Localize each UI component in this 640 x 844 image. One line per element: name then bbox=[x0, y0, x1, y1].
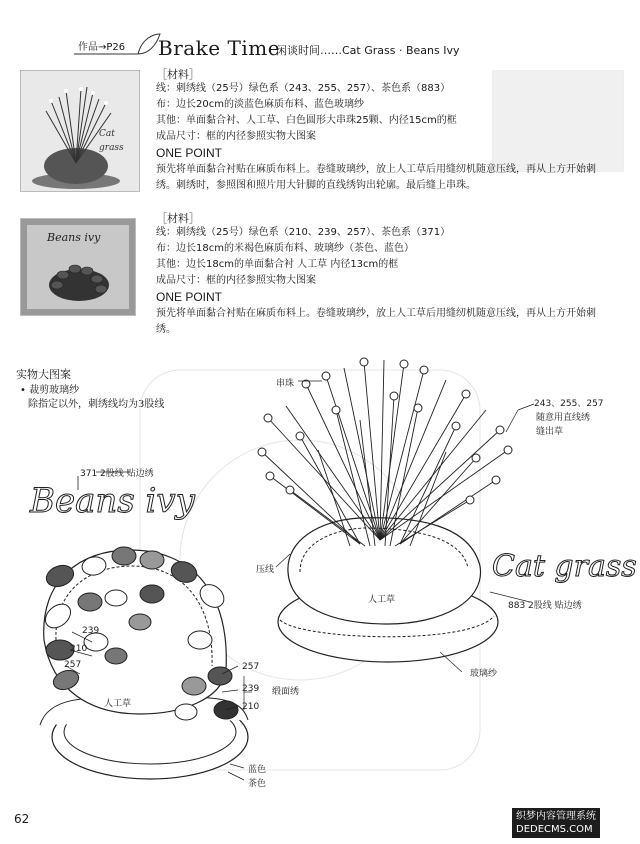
beads bbox=[258, 358, 512, 504]
label-blue: 蓝色 bbox=[248, 765, 267, 775]
beans-ivy-photo bbox=[20, 218, 136, 316]
label-239-left: 239 bbox=[82, 626, 100, 636]
page-subtitle: 闲谈时间……Cat Grass · Beans Ivy bbox=[276, 44, 460, 57]
label-fake-grass-cat: 人工草 bbox=[368, 595, 396, 605]
materials-line-2-4: 成品尺寸：框的内径参照实物大图案 bbox=[156, 275, 316, 286]
label-glass-gauze: 玻璃纱 bbox=[470, 669, 498, 679]
label-grass-sew: 缝出草 bbox=[536, 427, 564, 437]
watermark bbox=[512, 808, 600, 838]
label-grass-threads: 243、255、257 bbox=[534, 399, 604, 409]
materials-line-1-1: 线：刺绣线（25号）绿色系（243、255、257）、茶色系（883） bbox=[156, 83, 451, 94]
materials-line-1-4: 成品尺寸：框的内径参照实物大图案 bbox=[156, 131, 316, 142]
materials-heading-1: ［材料］ bbox=[156, 68, 200, 81]
page-reference: 作品→P26 bbox=[78, 42, 126, 53]
label-satin-stitch: 缎面绣 bbox=[272, 687, 300, 697]
one-point-heading-1: ONE POINT bbox=[156, 146, 223, 160]
cat-grass-script: Cat grass bbox=[492, 549, 637, 584]
one-point-heading-2: ONE POINT bbox=[156, 290, 223, 304]
one-point-line-2-2: 绣。 bbox=[156, 324, 176, 335]
cat-grass-pot bbox=[278, 518, 498, 662]
page-number: 62 bbox=[14, 812, 30, 826]
pattern-heading: 实物大图案 bbox=[16, 368, 71, 381]
one-point-line-1-1: 预先将单面黏合衬贴在麻质布料上。卷缝玻璃纱，放上人工草后用缝纫机随意压线，再从上方开始刺 bbox=[156, 164, 596, 175]
label-210-right: 210 bbox=[242, 702, 260, 712]
materials-line-2-1: 线：刺绣线（25号）绿色系（210、239、257）、茶色系（371） bbox=[156, 227, 451, 238]
pattern-note: 除指定以外，刺绣线均为3股线 bbox=[28, 399, 165, 410]
label-brown: 茶色 bbox=[248, 779, 267, 789]
label-257-right: 257 bbox=[242, 662, 260, 672]
leaf-ornament bbox=[72, 32, 162, 64]
page-title: Brake Time bbox=[158, 36, 281, 60]
watermark-title: 织梦内容管理系统 bbox=[516, 811, 596, 822]
watermark-domain: DEDECMS.COM bbox=[516, 824, 593, 835]
beans-ivy-photo-label: Beans ivy bbox=[47, 231, 101, 244]
materials-line-2-3: 其他：边长18cm的单面黏合衬 人工草 内径13cm的框 bbox=[156, 259, 399, 270]
label-cat-note: 883 2股线 贴边绣 bbox=[508, 601, 582, 611]
label-press-line: 压线 bbox=[256, 565, 275, 575]
label-257-left: 257 bbox=[64, 660, 82, 670]
label-beans-note: 371 2股线 贴边绣 bbox=[80, 469, 154, 479]
materials-heading-2: ［材料］ bbox=[156, 212, 200, 225]
cat-grass-photo-label: Cat grass bbox=[99, 129, 124, 153]
one-point-line-2-1: 预先将单面黏合衬贴在麻质布料上。卷缝玻璃纱，放上人工草后用缝纫机随意压线，再从上方开始刺 bbox=[156, 308, 596, 319]
materials-line-1-3: 其他：单面黏合衬、人工草、白色圆形大串珠25颗、内径15cm的框 bbox=[156, 115, 457, 126]
label-239-right: 239 bbox=[242, 684, 260, 694]
pattern-bullet: • 裁剪玻璃纱 bbox=[20, 385, 80, 396]
cat-grass-photo bbox=[20, 70, 140, 192]
materials-line-1-2: 布：边长20cm的淡蓝色麻质布料、蓝色玻璃纱 bbox=[156, 99, 364, 110]
label-fake-grass-beans: 人工草 bbox=[104, 699, 132, 709]
label-210-left: 210 bbox=[70, 644, 88, 654]
label-bead: 串珠 bbox=[276, 379, 295, 389]
beans-ivy-script: Beans ivy bbox=[30, 481, 195, 521]
materials-line-2-2: 布：边长18cm的米褐色麻质布料、玻璃纱（茶色、蓝色） bbox=[156, 243, 414, 254]
label-grass-stitch: 随意用直线绣 bbox=[536, 413, 591, 423]
one-point-line-1-2: 绣。刺绣时，参照图和照片用大针脚的直线绣钩出轮廓。最后缝上串珠。 bbox=[156, 180, 476, 191]
